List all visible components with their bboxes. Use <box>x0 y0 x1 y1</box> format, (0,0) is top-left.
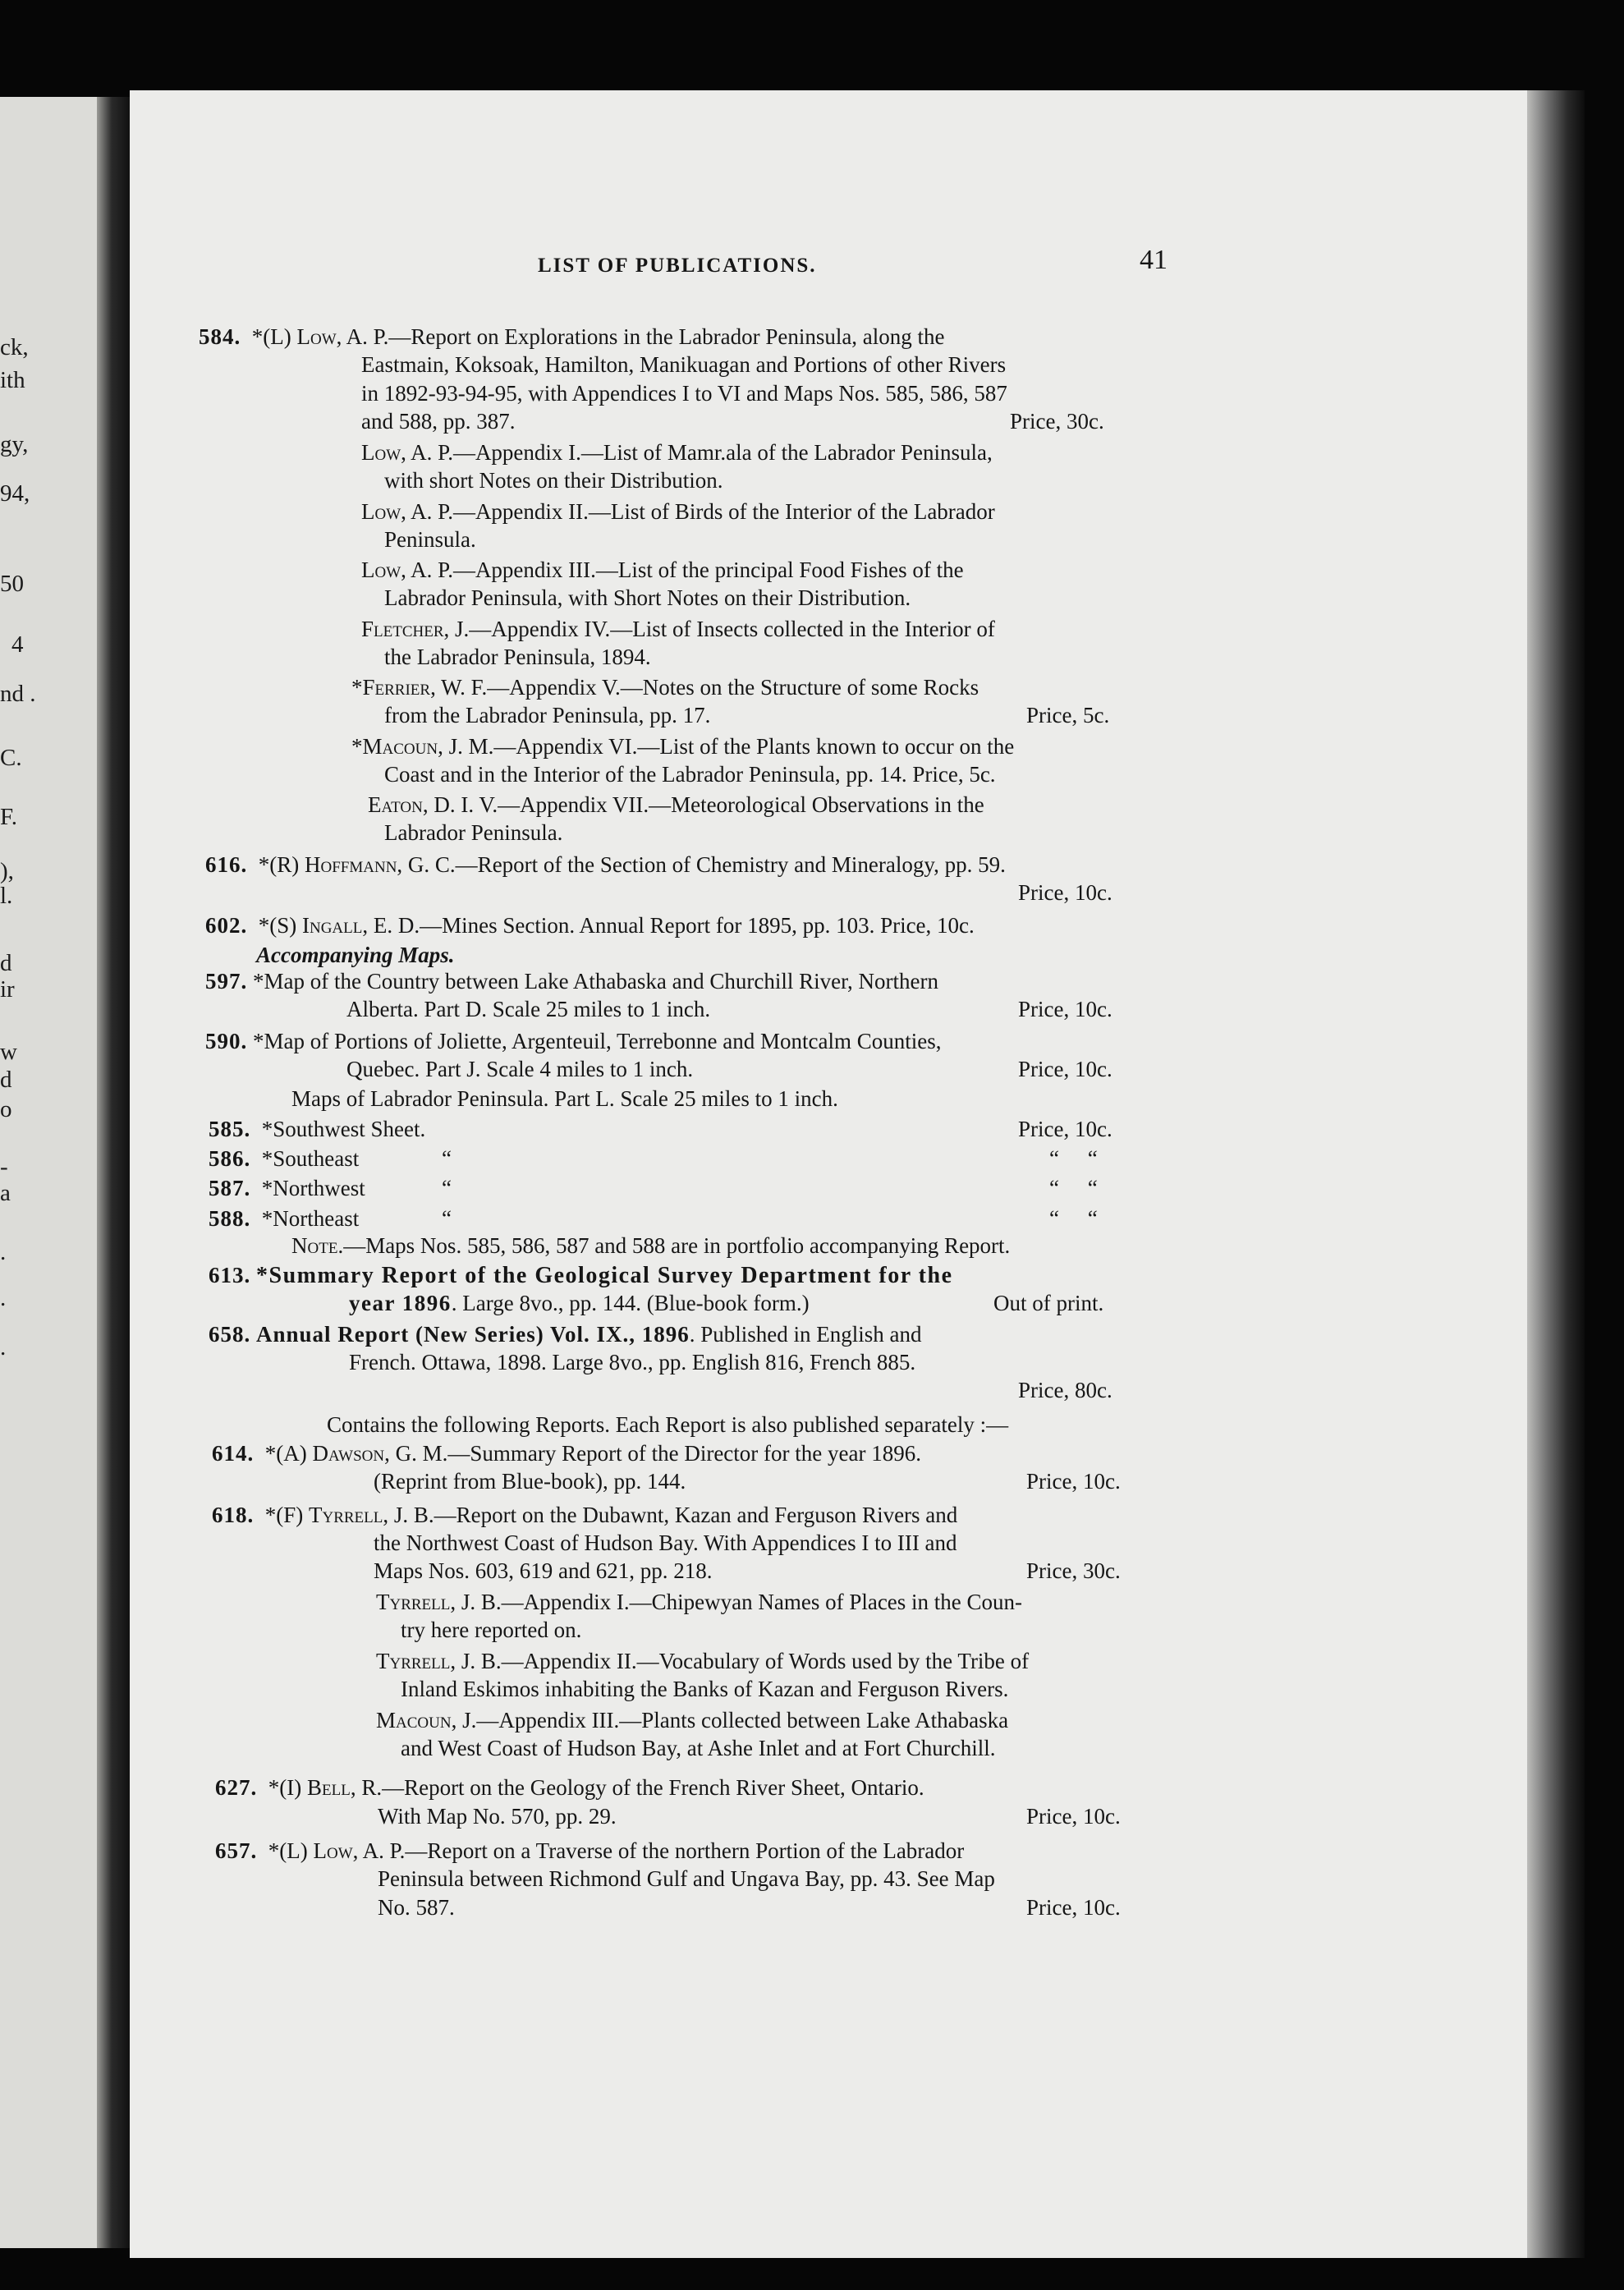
entry-number: 588. <box>209 1206 251 1231</box>
contains-line: Contains the following Reports. Each Report is also published separately :— <box>327 1412 1009 1437</box>
price: Price, 10c. <box>1026 1469 1121 1494</box>
entry-586-line: 586. *Southeast <box>209 1146 360 1171</box>
margin-fragment: d <box>0 950 12 976</box>
margin-fragment: . <box>0 1285 7 1311</box>
author: Low <box>296 324 337 349</box>
appendix-line: Low, A. P.—Appendix III.—List of the principal Food Fishes of the <box>361 558 964 582</box>
appendix-line: Fletcher, J.—Appendix IV.—List of Insects collected in the Interior of <box>361 617 995 641</box>
entry-number: 618. <box>212 1503 255 1527</box>
appendix-line: Low, A. P.—Appendix I.—List of Mamr.ala of the Labrador Peninsula, <box>361 440 993 465</box>
maps-of-labrador: Maps of Labrador Peninsula. Part L. Scale 25 miles to 1 inch. <box>291 1086 838 1111</box>
entry-584-line: and 588, pp. 387. <box>361 409 516 434</box>
author: Low <box>361 440 401 465</box>
appendix-line: Inland Eskimos inhabiting the Banks of Kazan and Ferguson Rivers. <box>401 1677 1009 1701</box>
entry-614-line: 614. *(A) Dawson, G. M.—Summary Report of the Director for the year 1896. <box>212 1441 921 1466</box>
entry-616-line: 616. *(R) Hoffmann, G. C.—Report of the Section of Chemistry and Mineralogy, pp. 59. <box>205 852 1006 877</box>
entry-614-line: (Reprint from Blue-book), pp. 144. <box>374 1469 686 1494</box>
margin-fragment: ck, <box>0 334 29 360</box>
appendix-line: the Labrador Peninsula, 1894. <box>384 645 651 669</box>
author: Hoffmann <box>305 852 397 877</box>
entry-618-line: 618. *(F) Tyrrell, J. B.—Report on the Dubawnt, Kazan and Ferguson Rivers and <box>212 1503 958 1527</box>
author: *Macoun <box>351 734 438 759</box>
author: Ingall <box>302 913 363 938</box>
price: Price, 10c. <box>1018 997 1112 1021</box>
appendix-line: with short Notes on their Distribution. <box>384 468 723 493</box>
price: Price, 30c. <box>1026 1558 1121 1583</box>
entry-618-line: the Northwest Coast of Hudson Bay. With Appendices I to III and <box>374 1530 957 1555</box>
entry-590-line: Quebec. Part J. Scale 4 miles to 1 inch. <box>346 1057 694 1081</box>
appendix-line: Labrador Peninsula, with Short Notes on their Distribution. <box>384 585 911 610</box>
margin-fragment: nd . <box>0 681 36 707</box>
author: Macoun <box>376 1708 452 1732</box>
price: Price, 5c. <box>1026 703 1110 727</box>
margin-fragment: ir <box>0 976 15 1003</box>
author: Bell <box>306 1775 351 1800</box>
ditto-mark: “ <box>442 1146 452 1171</box>
entry-658-line: 658. Annual Report (New Series) Vol. IX., 1896. Published in English and <box>209 1322 922 1347</box>
margin-fragment: 50 <box>0 571 24 597</box>
appendix-line: Peninsula. <box>384 527 476 552</box>
entry-590-line: 590. *Map of Portions of Joliette, Argenteuil, Terrebonne and Montcalm Counties, <box>205 1029 942 1053</box>
appendix-line: try here reported on. <box>401 1618 582 1642</box>
appendix-line: from the Labrador Peninsula, pp. 17. <box>384 703 711 727</box>
entry-number: 586. <box>209 1146 251 1171</box>
margin-fragment: gy, <box>0 431 29 457</box>
entry-658-line: French. Ottawa, 1898. Large 8vo., pp. English 816, French 885. <box>349 1350 916 1374</box>
author: Fletcher <box>361 617 444 641</box>
entry-587-line: 587. *Northwest <box>209 1176 365 1200</box>
price: Price, 80c. <box>1018 1378 1112 1402</box>
appendix-line: Macoun, J.—Appendix III.—Plants collected between Lake Athabaska <box>376 1708 1009 1732</box>
margin-fragment: ith <box>0 367 25 393</box>
entry-613-line: year 1896. Large 8vo., pp. 144. (Blue-book form.) <box>349 1291 810 1315</box>
note: Note.—Maps Nos. 585, 586, 587 and 588 are in portfolio accompanying Report. <box>291 1233 1011 1258</box>
entry-588-line: 588. *Northeast <box>209 1206 360 1231</box>
appendix-line: *Macoun, J. M.—Appendix VI.—List of the Plants known to occur on the <box>351 734 1015 759</box>
entry-657-line: 657. *(L) Low, A. P.—Report on a Traverse of the northern Portion of the Labrador <box>215 1838 965 1863</box>
author: Low <box>313 1838 353 1863</box>
appendix-line: *Ferrier, W. F.—Appendix V.—Notes on the Structure of some Rocks <box>351 675 979 700</box>
entry-602-line: 602. *(S) Ingall, E. D.—Mines Section. Annual Report for 1895, pp. 103. Price, 10c. <box>205 913 975 938</box>
margin-fragment: . <box>0 1239 7 1265</box>
author: Tyrrell <box>309 1503 383 1527</box>
price: Price, 10c. <box>1026 1804 1121 1829</box>
entry-657-line: Peninsula between Richmond Gulf and Ungava Bay, pp. 43. See Map <box>378 1866 995 1891</box>
entry-584-line: 584. *(L) Low, A. P.—Report on Explorations in the Labrador Peninsula, along the <box>199 324 945 349</box>
entry-597-line: Alberta. Part D. Scale 25 miles to 1 inch. <box>346 997 711 1021</box>
entry-number: 614. <box>212 1441 255 1466</box>
appendix-line: Tyrrell, J. B.—Appendix II.—Vocabulary of Words used by the Tribe of <box>376 1649 1030 1673</box>
price: Price, 10c. <box>1018 1057 1112 1081</box>
price: Price, 10c. <box>1018 1117 1112 1141</box>
entry-584-line: Eastmain, Koksoak, Hamilton, Manikuagan and Portions of other Rivers <box>361 352 1007 377</box>
entry-613-line: 613. *Summary Report of the Geological Survey Department for the <box>209 1263 953 1288</box>
margin-fragment: l. <box>0 883 13 909</box>
margin-fragment: . <box>0 1334 7 1361</box>
book-gutter <box>97 97 130 2248</box>
author: Low <box>361 558 401 582</box>
appendix-line: Labrador Peninsula. <box>384 820 563 845</box>
entry-number: 584. <box>199 324 241 349</box>
section-heading: Accompanying Maps. <box>256 943 455 967</box>
ditto-price: “ “ <box>1049 1206 1109 1231</box>
appendix-line: Eaton, D. I. V.—Appendix VII.—Meteorological Observations in the <box>368 792 984 817</box>
margin-fragment: F. <box>0 804 18 830</box>
margin-fragment: 94, <box>0 480 30 507</box>
running-title: LIST OF PUBLICATIONS. <box>538 255 817 277</box>
entry-618-line: Maps Nos. 603, 619 and 621, pp. 218. <box>374 1558 713 1583</box>
author: Low <box>361 499 401 524</box>
author: Eaton <box>368 792 423 817</box>
price: Price, 10c. <box>1018 880 1112 905</box>
margin-fragment: d <box>0 1067 12 1093</box>
margin-fragment: 4 <box>11 631 24 658</box>
appendix-line: Tyrrell, J. B.—Appendix I.—Chipewyan Names of Places in the Coun- <box>376 1590 1023 1614</box>
page-number: 41 <box>1140 245 1168 275</box>
entry-number: 627. <box>215 1775 258 1800</box>
margin-fragment: a <box>0 1180 11 1206</box>
appendix-line: and West Coast of Hudson Bay, at Ashe Inlet and at Fort Churchill. <box>401 1736 996 1760</box>
ditto-price: “ “ <box>1049 1146 1109 1171</box>
author: Dawson <box>312 1441 385 1466</box>
entry-627-line: 627. *(I) Bell, R.—Report on the Geology of the French River Sheet, Ontario. <box>215 1775 924 1800</box>
entry-number: 658. <box>209 1322 251 1347</box>
entry-627-line: With Map No. 570, pp. 29. <box>378 1804 617 1829</box>
margin-fragment: - <box>0 1154 8 1180</box>
entry-number: 590. <box>205 1029 248 1053</box>
margin-fragment: C. <box>0 745 22 771</box>
entry-number: 616. <box>205 852 248 877</box>
entry-number: 597. <box>205 969 248 994</box>
entry-number: 602. <box>205 913 248 938</box>
author: *Ferrier <box>351 675 431 700</box>
author: Tyrrell <box>376 1590 451 1614</box>
entry-585-line: 585. *Southwest Sheet. <box>209 1117 426 1141</box>
ditto-price: “ “ <box>1049 1176 1109 1200</box>
entry-number: 657. <box>215 1838 258 1863</box>
entry-584-line: in 1892-93-94-95, with Appendices I to VI and Maps Nos. 585, 586, 587 <box>361 381 1007 406</box>
author: Tyrrell <box>376 1649 451 1673</box>
margin-fragment: w <box>0 1039 17 1065</box>
entry-number: 585. <box>209 1117 251 1141</box>
entry-597-line: 597. *Map of the Country between Lake Athabaska and Churchill River, Northern <box>205 969 938 994</box>
page-edge-shadow <box>1527 90 1585 2258</box>
entry-number: 587. <box>209 1176 251 1200</box>
facing-page-fragment <box>0 97 107 2248</box>
appendix-line: Coast and in the Interior of the Labrador Peninsula, pp. 14. Price, 5c. <box>384 762 996 787</box>
entry-number: 613. <box>209 1263 251 1287</box>
entry-657-line: No. 587. <box>378 1895 455 1920</box>
margin-fragment: ), <box>0 858 14 884</box>
price: Out of print. <box>993 1291 1104 1315</box>
appendix-line: Low, A. P.—Appendix II.—List of Birds of the Interior of the Labrador <box>361 499 995 524</box>
ditto-mark: “ <box>442 1176 452 1200</box>
price: Price, 30c. <box>1010 409 1104 434</box>
ditto-mark: “ <box>442 1206 452 1231</box>
price: Price, 10c. <box>1026 1895 1121 1920</box>
margin-fragment: o <box>0 1096 12 1122</box>
